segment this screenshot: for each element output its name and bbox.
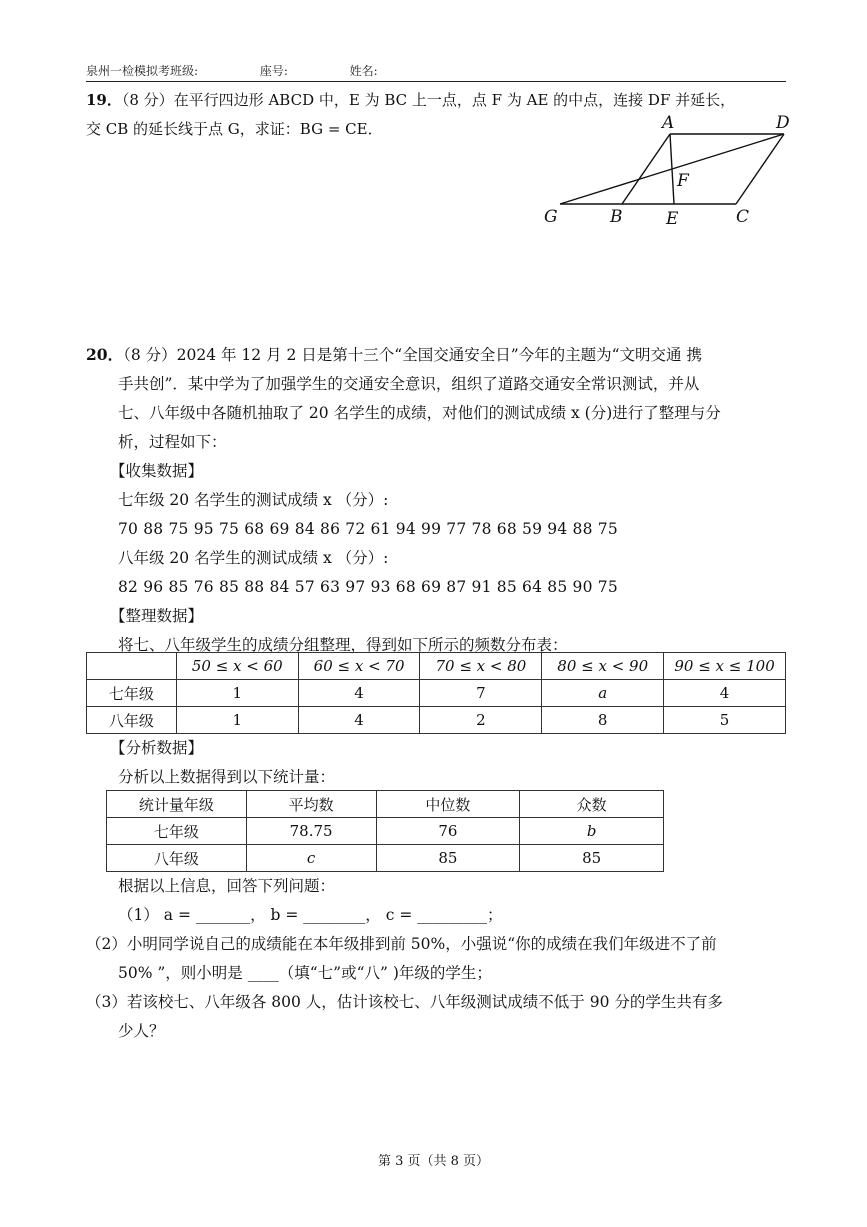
stat-row-grade8 xyxy=(107,845,664,872)
freq-header-cell: 90 ≤ x ≤ 100 xyxy=(664,653,786,680)
stat-cell: 76 xyxy=(376,818,520,845)
freq-header-cell: 60 ≤ x < 70 xyxy=(298,653,420,680)
freq-cell: a xyxy=(542,680,664,707)
organize-text: 将七、八年级学生的成绩分组整理，得到如下所示的频数分布表： xyxy=(118,636,568,654)
grade8-scores: 82 96 85 76 85 88 84 57 63 97 93 68 69 87 91 85 64 85 90 75 xyxy=(118,578,618,596)
freq-cell: 八年级 xyxy=(87,707,177,734)
page-footer: 第 3 页（共 8 页） xyxy=(377,1154,490,1169)
freq-cell: 1 xyxy=(176,707,298,734)
name-label: 姓名: xyxy=(349,64,378,78)
stat-header-cell: 平均数 xyxy=(246,791,376,818)
stat-header-row xyxy=(107,791,664,818)
organize-heading: 【整理数据】 xyxy=(110,607,204,625)
segment-dg xyxy=(560,134,784,204)
class-label: 泉州一检模拟考班级: xyxy=(86,64,199,78)
freq-cell: 七年级 xyxy=(87,680,177,707)
label-d: D xyxy=(776,113,790,133)
freq-cell: 1 xyxy=(176,680,298,707)
label-c: C xyxy=(736,207,750,227)
seat-label: 座号: xyxy=(259,64,288,78)
question-20 xyxy=(86,340,786,660)
freq-row-grade8 xyxy=(87,707,786,734)
question-19-line1 xyxy=(86,86,786,115)
question-19-line2: 交 CB 的延长线于点 G，求证：BG = CE． xyxy=(86,120,383,138)
freq-cell: 7 xyxy=(420,680,542,707)
stat-cell: 八年级 xyxy=(107,845,247,872)
freq-header-cell xyxy=(87,653,177,680)
freq-cell: 4 xyxy=(664,680,786,707)
question-19-number: 19． xyxy=(86,91,122,109)
segment-ab xyxy=(622,134,670,204)
label-b: B xyxy=(610,207,623,227)
sub-question-2-line1: （2）小明同学说自己的成绩能在本年级排到前 50%，小强说“你的成绩在我们年级进不了前 xyxy=(86,935,717,953)
stat-cell: c xyxy=(246,845,376,872)
label-f: F xyxy=(677,171,689,191)
stat-cell: 85 xyxy=(376,845,520,872)
question-20-intro4: 析，过程如下： xyxy=(118,433,227,451)
analyze-section xyxy=(86,734,786,792)
parallelogram-figure xyxy=(540,112,800,232)
stat-cell: 七年级 xyxy=(107,818,247,845)
frequency-table xyxy=(86,652,786,734)
freq-row-grade7 xyxy=(87,680,786,707)
question-20-number: 20． xyxy=(86,345,124,364)
sub-questions xyxy=(86,872,786,1046)
label-a: A xyxy=(662,113,675,133)
grade7-scores: 70 88 75 95 75 68 69 84 86 72 61 94 99 77 78 68 59 94 88 75 xyxy=(118,520,618,538)
sub-question-1: （1） a = _______， b = ________， c = _________； xyxy=(118,906,503,924)
sub-question-3-line2: 少人？ xyxy=(118,1022,165,1040)
label-g: G xyxy=(544,207,558,227)
freq-header-cell: 80 ≤ x < 90 xyxy=(542,653,664,680)
label-e: E xyxy=(666,209,679,229)
stat-cell: 78.75 xyxy=(246,818,376,845)
stat-header-cell: 众数 xyxy=(520,791,664,818)
question-20-intro2: 手共创”．某中学为了加强学生的交通安全意识，组织了道路交通安全常识测试，并从 xyxy=(118,375,700,393)
question-20-line1 xyxy=(86,340,786,370)
freq-cell: 8 xyxy=(542,707,664,734)
page-header xyxy=(86,62,786,82)
analyze-heading: 【分析数据】 xyxy=(110,739,204,757)
stat-header-cell: 统计量年级 xyxy=(107,791,247,818)
answer-prompt: 根据以上信息，回答下列问题： xyxy=(118,877,336,895)
question-19-text1: （8 分）在平行四边形 ABCD 中，E 为 BC 上一点，点 F 为 AE 的中点，连接 DF 并延长， xyxy=(121,91,736,109)
stat-header-cell: 中位数 xyxy=(376,791,520,818)
grade7-label: 七年级 20 名学生的测试成绩 x （分）: xyxy=(118,491,389,509)
freq-header-cell: 50 ≤ x < 60 xyxy=(176,653,298,680)
question-20-intro3: 七、八年级中各随机抽取了 20 名学生的成绩，对他们的测试成绩 x (分)进行了整理与分 xyxy=(118,404,721,422)
collect-heading: 【收集数据】 xyxy=(110,462,204,480)
grade8-label: 八年级 20 名学生的测试成绩 x （分）: xyxy=(118,549,389,567)
freq-cell: 4 xyxy=(298,680,420,707)
stat-cell: b xyxy=(520,818,664,845)
freq-cell: 4 xyxy=(298,707,420,734)
segment-dc xyxy=(736,134,784,204)
stat-row-grade7 xyxy=(107,818,664,845)
freq-cell: 5 xyxy=(664,707,786,734)
sub-question-3-line1: （3）若该校七、八年级各 800 人，估计该校七、八年级测试成绩不低于 90 分的学生共有多 xyxy=(86,993,723,1011)
freq-header-row xyxy=(87,653,786,680)
statistics-table xyxy=(106,790,664,872)
stat-cell: 85 xyxy=(520,845,664,872)
freq-cell: 2 xyxy=(420,707,542,734)
analyze-text: 分析以上数据得到以下统计量： xyxy=(118,768,336,786)
question-20-intro1: （8 分）2024 年 12 月 2 日是第十三个“全国交通安全日”今年的主题为“文明交通 携 xyxy=(123,346,702,364)
sub-question-2-line2: 50% ”，则小明是 ____（填“七”或“八” )年级的学生； xyxy=(118,964,492,982)
freq-header-cell: 70 ≤ x < 80 xyxy=(420,653,542,680)
